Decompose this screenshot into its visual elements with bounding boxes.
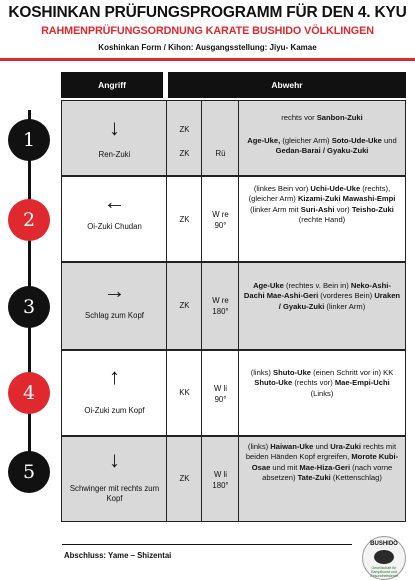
attack-label: Schwinger mit rechts zum Kopf	[69, 484, 160, 503]
abschluss-label: Abschluss: Yame – Shizentai	[64, 551, 172, 560]
kz-label: KK	[179, 388, 190, 397]
technique-name: Suri-Ashi	[300, 204, 335, 214]
defense-note: und	[313, 442, 331, 451]
defense-text	[243, 184, 401, 225]
attack-cell	[62, 177, 167, 261]
technique-name: Gedan-Barai / Gyaku-Zuki	[275, 146, 369, 156]
defense-note: und	[381, 136, 397, 145]
arrow-down-icon: ↓	[109, 447, 120, 472]
attack-label: Oi-Zuki Chudan	[87, 222, 142, 231]
defense-note: (rechts), (gleicher Arm)	[248, 184, 391, 204]
page-subtitle: RAHMENPRÜFUNGSORDNUNG KARATE BUSHIDO VÖLKLINGEN	[41, 25, 374, 37]
kz-label: ZK	[179, 125, 190, 134]
arrow-down-icon: ↓	[109, 115, 120, 140]
attack-cell	[62, 437, 167, 521]
defense-note: (rechts vor)	[292, 378, 335, 388]
technique-name: Kizami-Zuki Mawashi-Empi	[297, 194, 396, 204]
technique-name: Soto-Ude-Uke	[331, 136, 382, 145]
step-number-circle: 5	[8, 451, 50, 493]
attack-cell	[62, 351, 167, 435]
logo-emblem-icon	[374, 550, 394, 564]
defense-note: vor)	[334, 204, 352, 214]
page-title: KOSHINKAN PRÜFUNGSPROGRAMM FÜR DEN 4. KYU	[8, 4, 407, 21]
defense-cell	[239, 177, 405, 261]
attack-label: Ren-Zuki	[98, 150, 131, 159]
defense-note: (einen Schritt vor in) KK	[311, 368, 394, 377]
kz-label: ZK	[179, 215, 190, 224]
rotation-label: 180°	[212, 481, 229, 490]
defense-note: (vorderes Bein)	[318, 291, 375, 301]
technique-name: Age-Uke,	[247, 136, 281, 145]
attack-label: Oi-Zuki zum Kopf	[84, 406, 145, 415]
kz-cell	[167, 263, 202, 349]
rotation-cell	[202, 437, 239, 521]
defense-note: (rechtes v. Bein in)	[283, 281, 351, 290]
attack-label: Schlag zum Kopf	[85, 311, 144, 320]
bushido-logo	[362, 536, 406, 580]
technique-name: Tate-Zuki	[297, 472, 331, 482]
defense-note: (Kettenschlag)	[330, 472, 382, 482]
defense-note: und mit	[270, 462, 300, 472]
table-row	[61, 436, 406, 522]
technique-name: Ura-Zuki	[330, 442, 362, 451]
kz-cell	[167, 437, 202, 521]
defense-note: (links)	[250, 368, 274, 377]
table-row	[61, 262, 406, 350]
logo-caption: Gesellschaft für Kampfkunst und Gesundheitslehre	[369, 566, 399, 578]
defense-note: (linker Arm mit	[250, 204, 301, 214]
kz-cell	[167, 177, 202, 261]
technique-name: Age-Uke	[253, 281, 284, 290]
defense-note: (nach vorne absetzen)	[262, 462, 393, 482]
technique-name: Uraken / Gyaku-Zuki	[278, 291, 401, 311]
defense-note: (gleicher Arm)	[280, 136, 332, 145]
kz-label: ZK	[179, 149, 190, 158]
defense-note: (rechte Hand)	[298, 214, 346, 224]
step-number-circle: 4	[8, 372, 50, 414]
defense-note: (links)	[247, 442, 271, 451]
defense-note: (linkes Bein vor)	[253, 184, 311, 193]
form-line: Koshinkan Form / Kihon: Ausgangsstellung: Jiyu- Kamae	[98, 43, 317, 52]
rotation-label: W re	[212, 210, 229, 219]
kz-cell	[167, 351, 202, 435]
technique-name: Sanbon-Zuki	[316, 113, 363, 122]
technique-name: Mae-Hiza-Geri	[299, 462, 351, 472]
rotation-label: W li	[214, 470, 227, 479]
rotation-cell	[202, 101, 239, 175]
rotation-label: Rü	[215, 149, 226, 158]
rotation-cell	[202, 263, 239, 349]
defense-text	[243, 368, 401, 399]
defense-note: rechts mit beiden Händen Kopf ergreifen,	[245, 442, 397, 462]
defense-text	[243, 136, 401, 157]
attack-cell	[62, 101, 167, 175]
rotation-label: 180°	[212, 307, 229, 316]
defense-cell	[239, 437, 405, 521]
step-number-circle: 2	[8, 199, 50, 241]
defense-text	[243, 442, 401, 483]
table-row	[61, 100, 406, 176]
technique-name: Uchi-Ude-Uke	[310, 184, 361, 193]
technique-name: Haiwan-Uke	[270, 442, 314, 451]
defense-text	[243, 281, 401, 312]
defense-cell	[239, 263, 405, 349]
arrow-up-icon: ↑	[109, 364, 120, 389]
arrow-right-icon: →	[103, 278, 126, 303]
defense-cell	[239, 101, 405, 175]
page-header	[0, 0, 415, 62]
defense-text	[243, 113, 401, 123]
table-row	[61, 176, 406, 262]
defense-note: (Links)	[310, 388, 334, 398]
rotation-label: W li	[214, 384, 227, 393]
rotation-cell	[202, 351, 239, 435]
defense-note: (linker Arm)	[324, 301, 366, 311]
kz-label: ZK	[179, 474, 190, 483]
technique-name: Shuto-Uke	[254, 378, 293, 388]
rotation-label: 90°	[214, 395, 227, 404]
header-abwehr: Abwehr	[168, 72, 406, 98]
technique-name: Neko-Ashi-Dachi Mae-Ashi-Geri	[243, 281, 391, 301]
logo-title: BUSHIDO	[370, 541, 398, 547]
rotation-label: 90°	[214, 221, 227, 230]
step-number-circle: 1	[8, 119, 50, 161]
defense-note: rechts vor	[281, 113, 317, 122]
rotation-cell	[202, 177, 239, 261]
table-row	[61, 350, 406, 436]
footer-divider	[62, 544, 352, 545]
kz-cell	[167, 101, 202, 175]
rotation-label: W re	[212, 296, 229, 305]
step-number-circle: 3	[8, 286, 50, 328]
technique-name: Teisho-Zuki	[351, 204, 394, 214]
header-angriff: Angriff	[61, 72, 163, 98]
defense-cell	[239, 351, 405, 435]
header-divider	[0, 58, 415, 61]
arrow-left-icon: ←	[103, 189, 126, 214]
kz-label: ZK	[179, 301, 190, 310]
technique-name: Mae-Empi-Uchi	[334, 378, 390, 388]
attack-cell	[62, 263, 167, 349]
technique-name: Shuto-Uke	[273, 368, 312, 377]
technique-name: Morote Kubi-Osae	[251, 452, 399, 472]
